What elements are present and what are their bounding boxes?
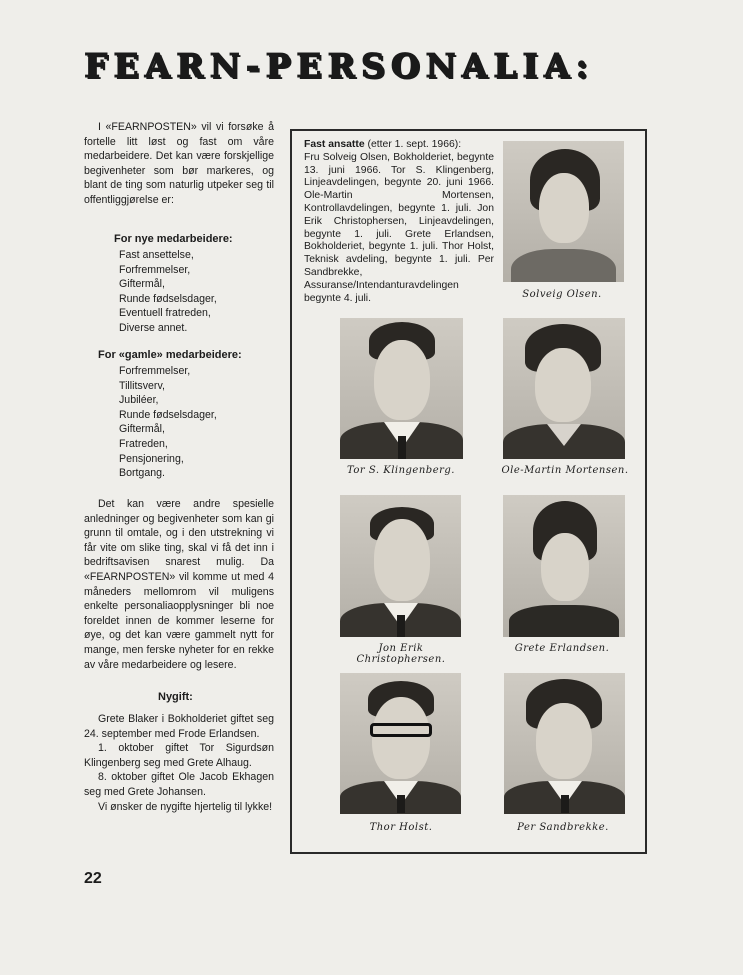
list-item: Jubiléer, — [119, 394, 159, 407]
married-heading: Nygift: — [158, 691, 193, 703]
list-item: Diverse annet. — [119, 321, 188, 334]
fast-ansatte-heading: Fast ansatte — [304, 139, 365, 150]
list-item: Eventuell fratreden, — [119, 307, 211, 320]
caption-solveig: Solveig Olsen. — [522, 289, 602, 300]
fast-ansatte-body: Fru Solveig Olsen, Bokholderiet, begynte 13. juni 1966. Tor S. Klingenberg, Linjeavdelingen, begynte 20. juni 1966. Ole-Martin Mortensen, Kontrollavdelingen, begynte 1. juli. Jon Erik Christophersen, Linjeavdelingen, begynte 1. juli. Grete Erlandsen, Bokholderiet, begynte 1. juli. Thor Holst, Teknisk avdeling, begynte 1. juli. Per Sandbrekke, Assuranse/Intendanturavdelingen begynte 4. juli. — [304, 151, 494, 304]
married-paragraph: 8. oktober giftet Ole Jacob Ekhagen seg med Grete Johansen. — [84, 771, 274, 798]
new-employees-list — [119, 248, 217, 336]
married-section — [84, 712, 274, 814]
list-item: Runde fødselsdager, — [119, 292, 217, 305]
portrait-photo-jon — [340, 495, 461, 637]
list-item: Forfremmelser, — [119, 263, 191, 276]
married-paragraph: Grete Blaker i Bokholderiet giftet seg 24. september med Frode Erlandsen. — [84, 713, 274, 740]
married-paragraph: Vi ønsker de nygifte hjertelig til lykke! — [98, 800, 273, 813]
portrait-photo-ole — [503, 318, 625, 459]
caption-jon: Jon Erik Christophersen. — [356, 643, 446, 665]
fast-ansatte-date: (etter 1. sept. 1966): — [367, 139, 462, 150]
list-item: Giftermål, — [119, 278, 165, 291]
caption-ole: Ole-Martin Mortensen. — [501, 465, 629, 476]
caption-grete: Grete Erlandsen. — [514, 643, 610, 654]
old-employees-list — [119, 364, 217, 481]
portrait-photo-grete — [503, 495, 625, 637]
body-paragraph: Det kan være andre spesielle anledninger og begivenheter som kan gi grunn til omtale, og i den utstrekning vi får vite om slike ting, skal vi få det inn i bedriftsavisen snarest mulig. Da «FEARNPOSTEN» vil komme ut med 4 måneders mellomrom vil muligens enkelte personaliaopplysninger bli noe foreldet innen de kommer leserne for øye, og det kan være gammelt nytt for mange, men ferske nyheter for en rekke av våre medarbeidere og lesere. — [84, 498, 274, 671]
list-item: Forfremmelser, — [119, 365, 191, 377]
caption-tor: Tor S. Klingenberg. — [347, 465, 455, 476]
married-paragraph: 1. oktober giftet Tor Sigurdsøn Klingenberg seg med Grete Alhaug. — [84, 742, 274, 769]
list-item: Pensjonering, — [119, 452, 184, 465]
page-number: 22 — [84, 870, 102, 887]
list-item: Bortgang. — [119, 467, 165, 480]
portrait-photo-solveig — [503, 141, 624, 282]
fast-ansatte-text — [304, 139, 494, 305]
page-title: FEARN-PERSONALIA: — [84, 46, 594, 85]
list-item: Runde fødselsdager, — [119, 408, 217, 421]
portrait-photo-per — [504, 673, 625, 814]
list-item: Tillitsverv, — [119, 379, 165, 392]
left-column — [84, 120, 274, 813]
intro-paragraph: I «FEARNPOSTEN» vil vi forsøke å fortelle litt løst og fast om våre medarbeidere. Det kan være forskjellige begivenheter som bør markeres, og blant de ting som naturlig utpeker seg til offentliggjørelse er: — [84, 121, 274, 206]
old-employees-heading: For «gamle» medarbeidere: — [98, 349, 242, 361]
portrait-photo-thor — [340, 673, 461, 814]
portrait-photo-tor — [340, 318, 463, 459]
list-item: Fast ansettelse, — [119, 249, 194, 261]
caption-per: Per Sandbrekke. — [517, 822, 609, 833]
list-item: Giftermål, — [119, 423, 165, 436]
list-item: Fratreden, — [119, 437, 168, 450]
caption-thor: Thor Holst. — [369, 822, 433, 833]
new-employees-heading: For nye medarbeidere: — [114, 233, 233, 245]
